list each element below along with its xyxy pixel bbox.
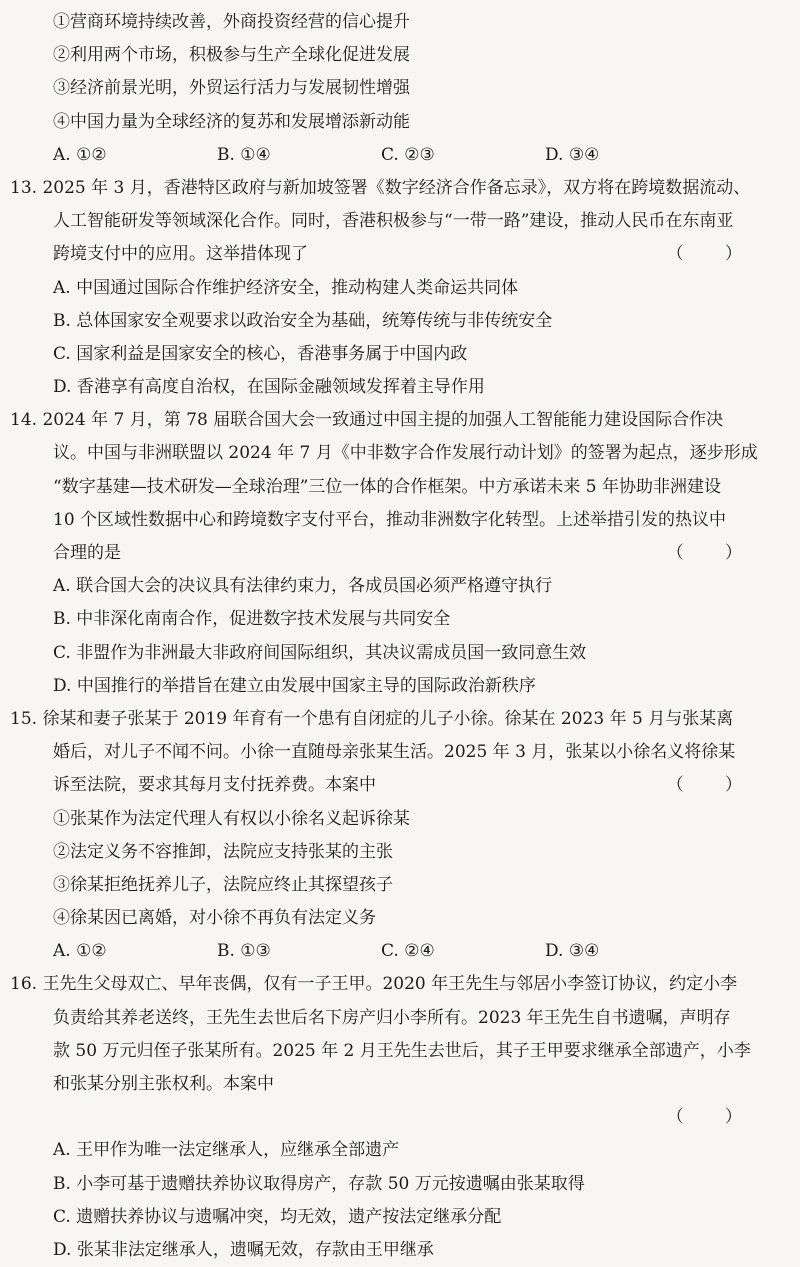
- q14-answer-blank: （ ）: [666, 543, 760, 563]
- q12-choice-a: A. ①②: [53, 144, 107, 165]
- q13-answer-blank: （ ）: [666, 244, 760, 265]
- q15-choice-a: A. ①②: [53, 941, 107, 962]
- q13-option-d: D. 香港享有高度自治权，在国际金融领域发挥着主导作用: [53, 377, 485, 398]
- q13-option-c: C. 国家利益是国家安全的核心，香港事务属于中国内政: [53, 343, 468, 364]
- q12-item-4: ④中国力量为全球经济的复苏和发展增添新动能: [53, 111, 410, 132]
- q14-stem-line-2: 议。中国与非洲联盟以 2024 年 7 月《中非数字合作发展行动计划》的签署为起点，逐步形成: [53, 443, 758, 464]
- q16-option-b: B. 小李可基于遗赠扶养协议取得房产，存款 50 万元按遗嘱由张某取得: [53, 1173, 585, 1194]
- q14-stem-text: 合理的是: [53, 543, 121, 563]
- q15-item-1: ①张某作为法定代理人有权以小徐名义起诉徐某: [53, 808, 410, 829]
- q15-item-4: ④徐某因已离婚，对小徐不再负有法定义务: [53, 908, 376, 929]
- q13-stem-text: 跨境支付中的应用。这举措体现了: [53, 244, 308, 265]
- q12-choice-d: D. ③④: [545, 144, 600, 165]
- q15-choices: [34, 935, 778, 968]
- q16-stem-line-3: 款 50 万元归侄子张某所有。2025 年 2 月王先生去世后，其子王甲要求继承全部遗产，小李: [53, 1040, 751, 1061]
- q13-stem-line-1: 13. 2025 年 3 月，香港特区政府与新加坡签署《数字经济合作备忘录》，双方将在跨境数据流动、: [10, 177, 751, 198]
- q12-choices: [34, 139, 778, 172]
- q14-stem-line-5: [34, 537, 778, 570]
- q16-stem-line-4: 和张某分别主张权利。本案中: [53, 1074, 274, 1094]
- q14-option-c: C. 非盟作为非洲最大非政府间国际组织，其决议需成员国一致同意生效: [53, 642, 587, 663]
- q15-item-2: ②法定义务不容推卸，法院应支持张某的主张: [53, 841, 393, 862]
- q13-stem-line-2: 人工智能研发等领域深化合作。同时，香港积极参与“一带一路”建设，推动人民币在东南亚: [53, 211, 734, 232]
- q15-stem-line-1: 15. 徐某和妻子张某于 2019 年育有一个患有自闭症的儿子小徐。徐某在 2023 年 5 月与张某离: [10, 708, 734, 729]
- q16-option-c: C. 遗赠扶养协议与遗嘱冲突，均无效，遗产按法定继承分配: [53, 1206, 502, 1227]
- q12-choice-c: C. ②③: [381, 144, 435, 165]
- q14-option-b: B. 中非深化南南合作，促进数字技术发展与共同安全: [53, 609, 451, 630]
- q15-choice-c: C. ②④: [381, 941, 435, 962]
- q15-choice-d: D. ③④: [545, 941, 600, 962]
- q15-stem-line-3: [34, 769, 778, 802]
- q16-paren-line: [34, 1101, 778, 1134]
- q12-item-2: ②利用两个市场，积极参与生产全球化促进发展: [53, 45, 410, 66]
- q14-stem-line-3: “数字基建—技术研发—全球治理”三位一体的合作框架。中方承诺未来 5 年协助非洲建设: [53, 476, 722, 497]
- q14-option-a: A. 联合国大会的决议具有法律约束力，各成员国必须严格遵守执行: [53, 576, 553, 597]
- q12-choice-b: B. ①④: [217, 144, 271, 165]
- q12-item-1: ①营商环境持续改善，外商投资经营的信心提升: [53, 12, 410, 32]
- q15-stem-text: 诉至法院，要求其每月支付抚养费。本案中: [53, 775, 376, 796]
- q14-stem-line-4: 10 个区域性数据中心和跨境数字支付平台，推动非洲数字化转型。上述举措引发的热议中: [53, 509, 727, 530]
- q16-stem-line-2: 负责给其养老送终，王先生去世后名下房产归小李所有。2023 年王先生自书遗嘱，声明存: [53, 1007, 731, 1028]
- q15-stem-line-2: 婚后，对儿子不闻不问。小徐一直随母亲张某生活。2025 年 3 月，张某以小徐名义将徐某: [53, 742, 736, 763]
- q16-answer-blank: （ ）: [666, 1107, 760, 1128]
- q13-stem-line-3: [34, 238, 778, 271]
- q13-option-b: B. 总体国家安全观要求以政治安全为基础，统筹传统与非传统安全: [53, 310, 553, 331]
- q14-option-d: D. 中国推行的举措旨在建立由发展中国家主导的国际政治新秩序: [53, 675, 536, 696]
- q16-option-d: D. 张某非法定继承人，遗嘱无效，存款由王甲继承: [53, 1239, 434, 1260]
- q15-item-3: ③徐某拒绝抚养儿子，法院应终止其探望孩子: [53, 874, 393, 895]
- q16-stem-line-1: 16. 王先生父母双亡、早年丧偶，仅有一子王甲。2020 年王先生与邻居小李签订协议，约定小李: [10, 974, 738, 995]
- q13-option-a: A. 中国通过国际合作维护经济安全，推动构建人类命运共同体: [53, 277, 519, 298]
- q16-option-a: A. 王甲作为唯一法定继承人，应继承全部遗产: [53, 1140, 400, 1161]
- q12-item-3: ③经济前景光明，外贸运行活力与发展韧性增强: [53, 78, 410, 99]
- q14-stem-line-1: 14. 2024 年 7 月，第 78 届联合国大会一致通过中国主提的加强人工智能能力建设国际合作决: [10, 410, 724, 431]
- q15-answer-blank: （ ）: [666, 775, 760, 796]
- q15-choice-b: B. ①③: [217, 941, 271, 962]
